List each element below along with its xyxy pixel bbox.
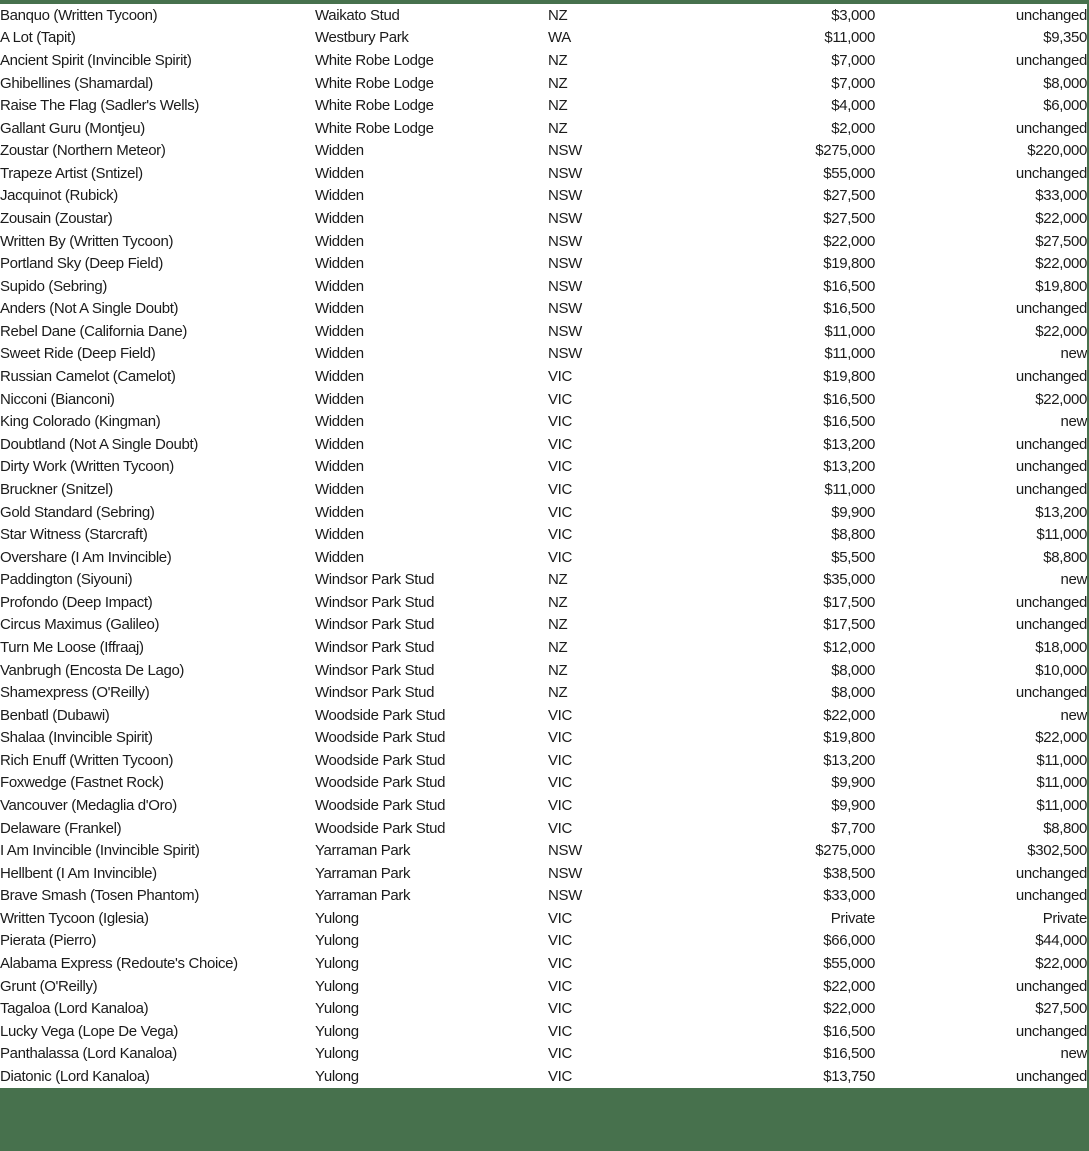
stud-farm-cell: Widden (315, 527, 364, 543)
horse-name-cell: I Am Invincible (Invincible Spirit) (0, 843, 200, 859)
change-cell: $11,000 (1036, 752, 1087, 768)
horse-name-cell: Raise The Flag (Sadler's Wells) (0, 98, 200, 114)
stud-farm-cell: Widden (315, 346, 364, 362)
state-cell: VIC (548, 391, 572, 407)
change-cell: unchanged (1015, 1068, 1087, 1084)
horse-name-cell: Banquo (Written Tycoon) (0, 7, 158, 23)
table-row (0, 681, 1087, 704)
change-cell: unchanged (1015, 165, 1087, 181)
change-cell: $8,800 (1043, 820, 1087, 836)
change-cell: unchanged (1015, 594, 1087, 610)
fee-cell: $13,750 (823, 1068, 875, 1084)
state-cell: NSW (548, 346, 582, 362)
state-cell: NSW (548, 843, 582, 859)
state-cell: NSW (548, 210, 582, 226)
table-row (0, 704, 1087, 727)
change-cell: $22,000 (1035, 391, 1087, 407)
change-cell: unchanged (1015, 888, 1087, 904)
table-row (0, 4, 1087, 27)
stud-farm-cell: Woodside Park Stud (315, 798, 446, 814)
horse-name-cell: Russian Camelot (Camelot) (0, 369, 176, 385)
state-cell: NSW (548, 888, 582, 904)
state-cell: NZ (548, 617, 568, 633)
fee-cell: $11,000 (824, 346, 875, 362)
horse-name-cell: Written By (Written Tycoon) (0, 233, 174, 249)
change-cell: $8,800 (1043, 549, 1087, 565)
fee-cell: $27,500 (823, 188, 875, 204)
change-cell: unchanged (1015, 1023, 1087, 1039)
horse-name-cell: Vanbrugh (Encosta De Lago) (0, 662, 185, 678)
horse-name-cell: Gallant Guru (Montjeu) (0, 120, 145, 136)
table-row (0, 975, 1087, 998)
horse-name-cell: Rebel Dane (California Dane) (0, 323, 187, 339)
fee-cell: $17,500 (823, 617, 875, 633)
fee-cell: $4,000 (831, 98, 875, 114)
state-cell: NZ (548, 7, 568, 23)
table-row (0, 997, 1087, 1020)
horse-name-cell: Trapeze Artist (Sntizel) (0, 165, 143, 181)
fee-cell: $7,000 (831, 52, 875, 68)
state-cell: VIC (548, 481, 572, 497)
table-row (0, 1065, 1087, 1088)
stud-farm-cell: Yulong (315, 933, 359, 949)
stud-farm-cell: Woodside Park Stud (315, 730, 446, 746)
change-cell: new (1060, 572, 1087, 588)
state-cell: NZ (548, 639, 568, 655)
state-cell: NZ (548, 594, 568, 610)
change-cell: $11,000 (1036, 527, 1087, 543)
horse-name-cell: Nicconi (Bianconi) (0, 391, 115, 407)
fee-cell: $12,000 (823, 639, 875, 655)
change-cell: $220,000 (1027, 143, 1087, 159)
horse-name-cell: Ancient Spirit (Invincible Spirit) (0, 52, 192, 68)
state-cell: VIC (548, 369, 572, 385)
change-cell: $8,000 (1043, 75, 1087, 91)
change-cell: $22,000 (1035, 210, 1087, 226)
change-cell: $22,000 (1035, 956, 1087, 972)
change-cell: new (1060, 1046, 1087, 1062)
fee-cell: $16,500 (823, 391, 875, 407)
horse-name-cell: Tagaloa (Lord Kanaloa) (0, 1001, 149, 1017)
fee-cell: $16,500 (823, 278, 875, 294)
state-cell: VIC (548, 414, 572, 430)
table-row (0, 456, 1087, 479)
stud-farm-cell: Windsor Park Stud (315, 594, 435, 610)
horse-name-cell: Benbatl (Dubawi) (0, 707, 110, 723)
state-cell: VIC (548, 798, 572, 814)
stud-farm-cell: Yulong (315, 1023, 359, 1039)
stud-farm-cell: Yulong (315, 910, 359, 926)
horse-name-cell: Vancouver (Medaglia d'Oro) (0, 798, 177, 814)
table-row (0, 749, 1087, 772)
horse-name-cell: Doubtland (Not A Single Doubt) (0, 436, 198, 452)
table-row (0, 365, 1087, 388)
fee-cell: $3,000 (831, 7, 875, 23)
horse-name-cell: Rich Enuff (Written Tycoon) (0, 752, 174, 768)
table-row (0, 817, 1087, 840)
fee-cell: $55,000 (823, 956, 875, 972)
fee-cell: $38,500 (823, 865, 875, 881)
stud-farm-cell: Widden (315, 369, 364, 385)
change-cell: $302,500 (1027, 843, 1087, 859)
horse-name-cell: Panthalassa (Lord Kanaloa) (0, 1046, 177, 1062)
horse-name-cell: Grunt (O'Reilly) (0, 978, 98, 994)
horse-name-cell: Shamexpress (O'Reilly) (0, 685, 150, 701)
state-cell: VIC (548, 775, 572, 791)
stud-farm-cell: Widden (315, 143, 364, 159)
state-cell: NSW (548, 165, 582, 181)
table-row (0, 433, 1087, 456)
fee-cell: $8,000 (831, 662, 875, 678)
fee-cell: $11,000 (824, 30, 875, 46)
fee-cell: $8,000 (831, 685, 875, 701)
fee-cell: $275,000 (815, 843, 875, 859)
stud-farm-cell: Widden (315, 391, 364, 407)
horse-name-cell: Ghibellines (Shamardal) (0, 75, 153, 91)
horse-name-cell: Bruckner (Snitzel) (0, 481, 113, 497)
fee-cell: $16,500 (823, 1023, 875, 1039)
fee-cell: $16,500 (823, 1046, 875, 1062)
horse-name-cell: Delaware (Frankel) (0, 820, 122, 836)
state-cell: NZ (548, 572, 568, 588)
horse-name-cell: Written Tycoon (Iglesia) (0, 910, 149, 926)
table-row (0, 207, 1087, 230)
fee-cell: $2,000 (831, 120, 875, 136)
state-cell: NSW (548, 233, 582, 249)
table-row (0, 27, 1087, 50)
change-cell: unchanged (1015, 52, 1087, 68)
horse-name-cell: Shalaa (Invincible Spirit) (0, 730, 153, 746)
state-cell: VIC (548, 707, 572, 723)
fee-cell: $35,000 (823, 572, 875, 588)
state-cell: VIC (548, 504, 572, 520)
state-cell: VIC (548, 1023, 572, 1039)
fee-cell: $17,500 (823, 594, 875, 610)
fee-cell: $66,000 (823, 933, 875, 949)
change-cell: unchanged (1015, 436, 1087, 452)
stud-farm-cell: Yulong (315, 978, 359, 994)
stud-farm-cell: Yulong (315, 1068, 359, 1084)
change-cell: unchanged (1015, 7, 1087, 23)
change-cell: $10,000 (1035, 662, 1087, 678)
fee-cell: $8,800 (831, 527, 875, 543)
change-cell: $22,000 (1035, 730, 1087, 746)
table-row (0, 185, 1087, 208)
table-row (0, 839, 1087, 862)
fee-cell: $19,800 (823, 369, 875, 385)
horse-name-cell: Paddington (Siyouni) (0, 572, 133, 588)
stud-farm-cell: Yulong (315, 1001, 359, 1017)
table-row (0, 727, 1087, 750)
fee-cell: $13,200 (823, 436, 875, 452)
horse-name-cell: Alabama Express (Redoute's Choice) (0, 956, 238, 972)
horse-name-cell: Circus Maximus (Galileo) (0, 617, 160, 633)
state-cell: VIC (548, 978, 572, 994)
change-cell: $6,000 (1043, 98, 1087, 114)
state-cell: VIC (548, 752, 572, 768)
horse-name-cell: A Lot (Tapit) (0, 30, 76, 46)
horse-name-cell: Zoustar (Northern Meteor) (0, 143, 166, 159)
fee-cell: $22,000 (823, 1001, 875, 1017)
horse-name-cell: Anders (Not A Single Doubt) (0, 301, 179, 317)
table-row (0, 794, 1087, 817)
state-cell: WA (548, 30, 571, 46)
stud-farm-cell: Widden (315, 210, 364, 226)
table-row (0, 930, 1087, 953)
change-cell: unchanged (1015, 865, 1087, 881)
horse-name-cell: Sweet Ride (Deep Field) (0, 346, 156, 362)
change-cell: unchanged (1015, 301, 1087, 317)
table-row (0, 49, 1087, 72)
state-cell: VIC (548, 527, 572, 543)
table-row (0, 523, 1087, 546)
change-cell: $22,000 (1035, 323, 1087, 339)
stud-farm-cell: White Robe Lodge (315, 120, 434, 136)
stud-farm-cell: Widden (315, 278, 364, 294)
stallion-fees-table (0, 4, 1089, 1088)
table-row (0, 952, 1087, 975)
table-row (0, 772, 1087, 795)
state-cell: VIC (548, 549, 572, 565)
change-cell: $22,000 (1035, 256, 1087, 272)
change-cell: unchanged (1015, 120, 1087, 136)
fee-cell: Private (830, 910, 875, 926)
horse-name-cell: Lucky Vega (Lope De Vega) (0, 1023, 179, 1039)
state-cell: VIC (548, 933, 572, 949)
change-cell: $19,800 (1035, 278, 1087, 294)
table-row (0, 907, 1087, 930)
stud-farm-cell: Yarraman Park (315, 865, 411, 881)
change-cell: unchanged (1015, 369, 1087, 385)
stud-farm-cell: White Robe Lodge (315, 75, 434, 91)
fee-cell: $19,800 (823, 256, 875, 272)
table-row (0, 568, 1087, 591)
state-cell: NSW (548, 323, 582, 339)
stud-farm-cell: Windsor Park Stud (315, 572, 435, 588)
table-row (0, 275, 1087, 298)
fee-cell: $22,000 (823, 978, 875, 994)
change-cell: unchanged (1015, 617, 1087, 633)
table-row (0, 252, 1087, 275)
table-row (0, 501, 1087, 524)
table-row (0, 139, 1087, 162)
change-cell: $11,000 (1036, 798, 1087, 814)
horse-name-cell: Foxwedge (Fastnet Rock) (0, 775, 164, 791)
change-cell: unchanged (1015, 459, 1087, 475)
change-cell: $13,200 (1035, 504, 1087, 520)
horse-name-cell: Zousain (Zoustar) (0, 210, 113, 226)
stud-farm-cell: Widden (315, 436, 364, 452)
change-cell: new (1060, 414, 1087, 430)
state-cell: VIC (548, 459, 572, 475)
change-cell: $27,500 (1035, 233, 1087, 249)
table-row (0, 162, 1087, 185)
fee-cell: $9,900 (831, 775, 875, 791)
state-cell: NSW (548, 143, 582, 159)
state-cell: NSW (548, 301, 582, 317)
change-cell: $44,000 (1035, 933, 1087, 949)
fee-cell: $7,700 (831, 820, 875, 836)
stud-farm-cell: Yulong (315, 1046, 359, 1062)
table-row (0, 343, 1087, 366)
stud-farm-cell: White Robe Lodge (315, 52, 434, 68)
fee-cell: $22,000 (823, 707, 875, 723)
fee-cell: $11,000 (824, 481, 875, 497)
change-cell: $18,000 (1035, 639, 1087, 655)
change-cell: Private (1042, 910, 1087, 926)
state-cell: NSW (548, 188, 582, 204)
stud-farm-cell: Yulong (315, 956, 359, 972)
stud-farm-cell: Widden (315, 256, 364, 272)
fee-cell: $19,800 (823, 730, 875, 746)
state-cell: NZ (548, 98, 568, 114)
table-row (0, 1020, 1087, 1043)
horse-name-cell: Supido (Sebring) (0, 278, 107, 294)
stud-farm-cell: Woodside Park Stud (315, 752, 446, 768)
stud-farm-cell: Widden (315, 188, 364, 204)
state-cell: NZ (548, 120, 568, 136)
table-row (0, 298, 1087, 321)
state-cell: NZ (548, 662, 568, 678)
stud-farm-cell: Widden (315, 481, 364, 497)
horse-name-cell: Diatonic (Lord Kanaloa) (0, 1068, 150, 1084)
stud-farm-cell: Windsor Park Stud (315, 662, 435, 678)
table-row (0, 614, 1087, 637)
fee-cell: $9,900 (831, 798, 875, 814)
fee-cell: $16,500 (823, 414, 875, 430)
fee-cell: $27,500 (823, 210, 875, 226)
stud-farm-cell: Widden (315, 165, 364, 181)
stud-farm-cell: Widden (315, 414, 364, 430)
stud-farm-cell: Windsor Park Stud (315, 685, 435, 701)
fee-cell: $22,000 (823, 233, 875, 249)
horse-name-cell: Brave Smash (Tosen Phantom) (0, 888, 199, 904)
change-cell: $33,000 (1035, 188, 1087, 204)
stud-farm-cell: Waikato Stud (315, 7, 400, 23)
horse-name-cell: Overshare (I Am Invincible) (0, 549, 172, 565)
stud-farm-cell: Widden (315, 233, 364, 249)
change-cell: $27,500 (1035, 1001, 1087, 1017)
state-cell: NZ (548, 52, 568, 68)
state-cell: NZ (548, 75, 568, 91)
table-row (0, 862, 1087, 885)
state-cell: VIC (548, 1001, 572, 1017)
table-row (0, 388, 1087, 411)
horse-name-cell: Pierata (Pierro) (0, 933, 97, 949)
state-cell: VIC (548, 730, 572, 746)
table-row (0, 72, 1087, 95)
change-cell: new (1060, 707, 1087, 723)
stud-farm-cell: Windsor Park Stud (315, 639, 435, 655)
table-row (0, 591, 1087, 614)
change-cell: $9,350 (1043, 30, 1087, 46)
stud-farm-cell: Widden (315, 549, 364, 565)
horse-name-cell: Profondo (Deep Impact) (0, 594, 153, 610)
stud-farm-cell: White Robe Lodge (315, 98, 434, 114)
horse-name-cell: Hellbent (I Am Invincible) (0, 865, 157, 881)
horse-name-cell: Jacquinot (Rubick) (0, 188, 118, 204)
state-cell: VIC (548, 956, 572, 972)
table-row (0, 230, 1087, 253)
bottom-accent-band (0, 1088, 1089, 1151)
horse-name-cell: Dirty Work (Written Tycoon) (0, 459, 174, 475)
change-cell: $11,000 (1036, 775, 1087, 791)
stud-farm-cell: Woodside Park Stud (315, 707, 446, 723)
fee-cell: $5,500 (831, 549, 875, 565)
table-row (0, 636, 1087, 659)
fee-cell: $13,200 (823, 459, 875, 475)
stud-farm-cell: Westbury Park (315, 30, 409, 46)
state-cell: VIC (548, 436, 572, 452)
stud-farm-cell: Widden (315, 504, 364, 520)
change-cell: unchanged (1015, 481, 1087, 497)
change-cell: new (1060, 346, 1087, 362)
horse-name-cell: Portland Sky (Deep Field) (0, 256, 163, 272)
horse-name-cell: King Colorado (Kingman) (0, 414, 161, 430)
table-row (0, 659, 1087, 682)
stud-farm-cell: Woodside Park Stud (315, 775, 446, 791)
table-row (0, 117, 1087, 140)
horse-name-cell: Gold Standard (Sebring) (0, 504, 155, 520)
stud-farm-cell: Woodside Park Stud (315, 820, 446, 836)
table-row (0, 320, 1087, 343)
table-row (0, 1043, 1087, 1066)
fee-cell: $275,000 (815, 143, 875, 159)
fee-cell: $55,000 (823, 165, 875, 181)
horse-name-cell: Star Witness (Starcraft) (0, 527, 148, 543)
stud-farm-cell: Yarraman Park (315, 843, 411, 859)
fee-cell: $16,500 (823, 301, 875, 317)
stud-farm-cell: Widden (315, 301, 364, 317)
stud-farm-cell: Yarraman Park (315, 888, 411, 904)
horse-name-cell: Turn Me Loose (Iffraaj) (0, 639, 144, 655)
state-cell: NSW (548, 278, 582, 294)
state-cell: VIC (548, 1068, 572, 1084)
table-row (0, 94, 1087, 117)
change-cell: unchanged (1015, 978, 1087, 994)
state-cell: VIC (548, 910, 572, 926)
fee-cell: $9,900 (831, 504, 875, 520)
stud-farm-cell: Widden (315, 459, 364, 475)
change-cell: unchanged (1015, 685, 1087, 701)
table-row (0, 546, 1087, 569)
state-cell: NSW (548, 256, 582, 272)
table-row (0, 478, 1087, 501)
stud-farm-cell: Windsor Park Stud (315, 617, 435, 633)
fee-cell: $13,200 (823, 752, 875, 768)
state-cell: NSW (548, 865, 582, 881)
fee-cell: $33,000 (823, 888, 875, 904)
state-cell: VIC (548, 820, 572, 836)
table-row (0, 885, 1087, 908)
stud-farm-cell: Widden (315, 323, 364, 339)
fee-cell: $11,000 (824, 323, 875, 339)
state-cell: VIC (548, 1046, 572, 1062)
fee-cell: $7,000 (831, 75, 875, 91)
state-cell: NZ (548, 685, 568, 701)
table-row (0, 410, 1087, 433)
